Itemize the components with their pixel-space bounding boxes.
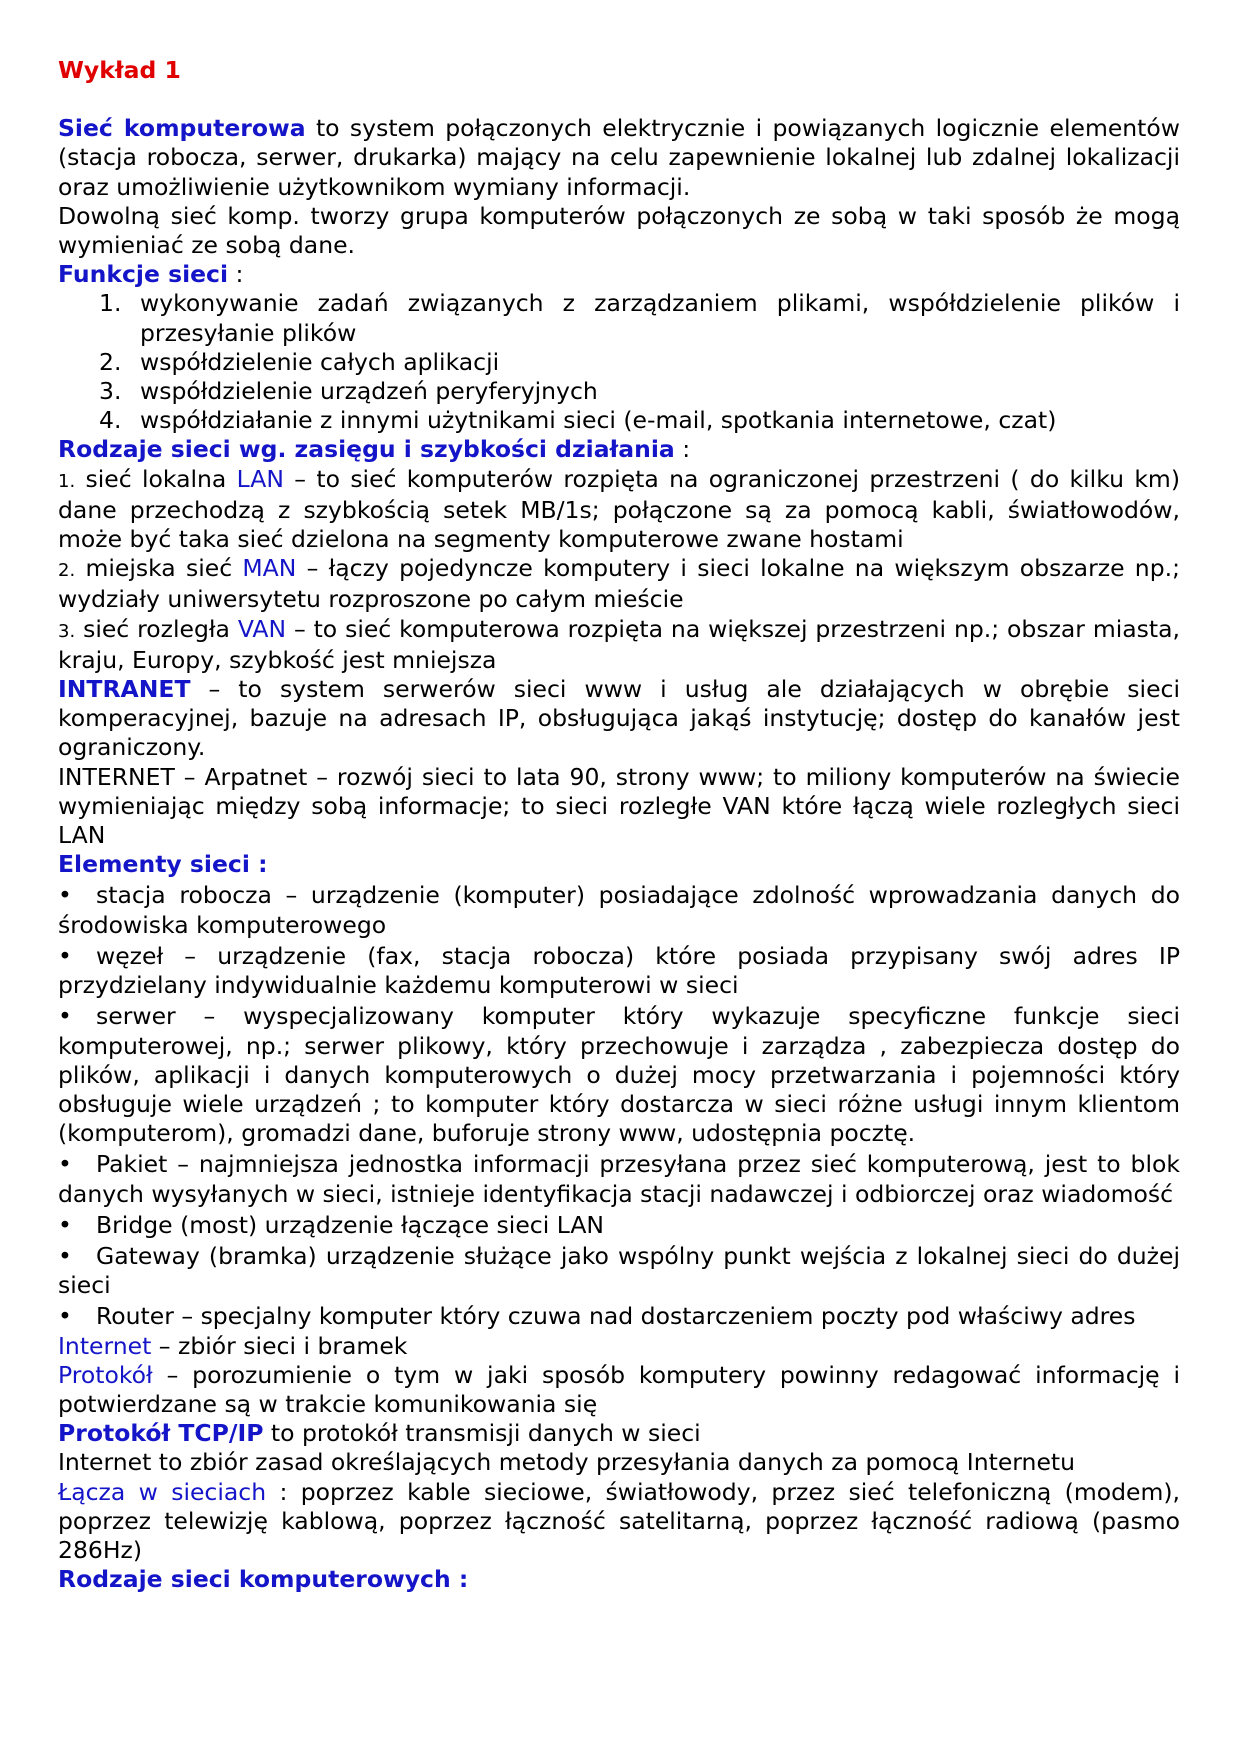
bullet-icon: •	[58, 1210, 72, 1239]
list-item	[58, 881, 1180, 939]
term-links: Łącza w sieciach	[58, 1477, 267, 1506]
section-heading-computer-network-types: Rodzaje sieci komputerowych :	[58, 1565, 469, 1594]
functions-list	[58, 289, 1180, 435]
definition-protocol	[58, 1361, 1180, 1419]
paragraph-internet-rules: Internet to zbiór zasad określających metody przesyłania danych za pomocą Internetu	[58, 1448, 1076, 1477]
definition-internet	[58, 1332, 1180, 1361]
definition-text: – zbiór sieci i bramek	[151, 1331, 408, 1360]
bullet-icon: •	[58, 1002, 72, 1031]
term-intranet: INTRANET	[58, 675, 191, 704]
bullet-icon: •	[58, 881, 72, 910]
elements-list	[58, 881, 1180, 1331]
item-text: współdziałanie z innymi użytnikami sieci (e-mail, spotkania internetowe, czat)	[140, 406, 1057, 435]
list-item	[58, 1242, 1180, 1300]
heading-suffix: :	[228, 260, 244, 289]
item-text: współdzielenie całych aplikacji	[140, 347, 500, 376]
item-number: 2.	[58, 560, 76, 582]
network-type-item-van	[58, 615, 1180, 675]
list-item	[58, 348, 1180, 377]
bullet-icon: •	[58, 941, 72, 970]
item-text: – to sieć komputerowa rozpięta na większej przestrzeni np.; obszar miasta, kraju, Europy, szybkość jest mniejsza	[58, 614, 1181, 674]
document-page	[58, 56, 1180, 1594]
term-protocol: Protokół	[58, 1360, 153, 1389]
list-item	[58, 942, 1180, 1000]
heading-suffix: :	[674, 435, 691, 464]
list-item	[58, 289, 1180, 347]
network-type-item-man	[58, 554, 1180, 614]
item-text: współdzielenie urządzeń peryferyjnych	[140, 377, 598, 406]
paragraph-links	[58, 1478, 1180, 1566]
term-network: Sieć komputerowa	[58, 114, 306, 143]
item-number: 3.	[99, 377, 122, 406]
item-text: stacja robocza – urządzenie (komputer) posiadające zdolność wprowadzania danych do środowiska komputerowego	[58, 881, 1180, 939]
item-text: węzeł – urządzenie (fax, stacja robocza) które posiada przypisany swój adres IP przydzielany indywidualnie każdemu komputerowi w sieci	[58, 941, 1180, 1000]
definition-text: : poprzez kable sieciowe, światłowody, przez sieć telefoniczną (modem), poprzez telewizję kablową, poprzez łączność satelitarną, poprzez łączność radiową (pasmo 286Hz)	[58, 1477, 1180, 1564]
definition-text: – to system serwerów sieci www i usług ale działających w obrębie sieci komperacyjnej, bazuje na adresach IP, obsługująca jakąś instytucję; dostęp do kanałów jest ograniczony.	[58, 675, 1180, 762]
item-text: – to sieć komputerów rozpięta na ograniczonej przestrzeni ( do kilku km) dane przechodzą z szybkością setek MB/1s; połączone są za pomocą kabli, światłowodów, może być taka sieć dzielona na segmenty komputerowe zwane hostami	[58, 464, 1180, 554]
definition-text: to system połączonych elektrycznie i powiązanych logicznie elementów (stacja robocza, serwer, drukarka) mający na celu zapewnienie lokalnej lub zdalnej lokalizacji oraz umożliwienie użytkownikom wymiany informacji.	[58, 114, 1180, 201]
definition-text: – porozumienie o tym w jaki sposób komputery powinny redagować informację i potwierdzane są w trakcie komunikowania się	[58, 1360, 1180, 1418]
list-item	[58, 1302, 1180, 1331]
item-text: – łączy pojedyncze komputery i sieci lokalne na większym obszarze np.; wydziały uniwersytetu rozproszone po całym mieście	[58, 554, 1180, 614]
item-number: 2.	[99, 347, 122, 376]
list-item	[58, 377, 1180, 406]
list-item	[58, 406, 1180, 435]
section-heading-functions	[58, 260, 1180, 289]
paragraph-internet: INTERNET – Arpatnet – rozwój sieci to lata 90, strony www; to miliony komputerów na świecie wymieniając między sobą informacje; to sieci rozległe VAN które łączą wiele rozległych sieci LAN	[58, 762, 1180, 850]
definition-tcpip	[58, 1419, 1180, 1448]
item-number: 1.	[99, 289, 122, 318]
abbr-van: VAN	[237, 614, 287, 643]
paragraph-network-group: Dowolną sieć komp. tworzy grupa komputerów połączonych ze sobą w taki sposób że mogą wymieniać ze sobą dane.	[58, 201, 1180, 260]
item-text: wykonywanie zadań związanych z zarządzaniem plikami, współdzielenie plików i przesyłanie plików	[140, 289, 1180, 347]
term-internet: Internet	[58, 1331, 152, 1360]
definition-text: to protokół transmisji danych w sieci	[263, 1419, 701, 1448]
bullet-icon: •	[58, 1302, 72, 1331]
list-item	[58, 1150, 1180, 1208]
item-number: 3.	[58, 620, 76, 642]
list-item	[58, 1211, 1180, 1240]
item-text: Router – specjalny komputer który czuwa nad dostarczeniem poczty pod właściwy adres	[96, 1302, 1136, 1331]
item-text: Pakiet – najmniejsza jednostka informacji przesyłana przez sieć komputerową, jest to blok danych wysyłanych w sieci, istnieje identyfikacja stacji nadawczej i odbiorczej oraz wiadomość	[58, 1150, 1180, 1208]
heading-functions-label: Funkcje sieci	[58, 260, 229, 289]
bullet-icon: •	[58, 1241, 72, 1270]
item-number: 4.	[99, 406, 122, 435]
network-type-item-lan	[58, 465, 1180, 555]
abbr-lan: LAN	[236, 464, 284, 493]
heading-network-types-label: Rodzaje sieci wg. zasięgu i szybkości działania	[58, 435, 675, 464]
page-title: Wykład 1	[58, 56, 181, 84]
section-heading-elements: Elementy sieci :	[58, 850, 268, 879]
list-item	[58, 1002, 1180, 1148]
item-prefix: miejska sieć	[75, 554, 243, 583]
bullet-icon: •	[58, 1150, 72, 1179]
item-text: Bridge (most) urządzenie łączące sieci LAN	[96, 1210, 604, 1239]
item-text: serwer – wyspecjalizowany komputer który wykazuje specyficzne funkcje sieci komputerowej, np.; serwer plikowy, który przechowuje i zarządza , zabezpiecza dostęp do plików, aplikacji i danych komputerowych o dużej mocy przetwarzania i pojemności który obsługuje wiele urządzeń ; to komputer który dostarcza w sieci różne usługi innym klientom (komputerom), gromadzi dane, buforuje strony www, udostępnia pocztę.	[58, 1002, 1180, 1148]
item-prefix: sieć rozległa	[75, 614, 238, 643]
paragraph-network-definition	[58, 114, 1180, 202]
abbr-man: MAN	[242, 554, 297, 583]
item-text: Gateway (bramka) urządzenie służące jako wspólny punkt wejścia z lokalnej sieci do dużej sieci	[58, 1241, 1180, 1300]
paragraph-intranet	[58, 675, 1180, 763]
section-heading-network-types	[58, 435, 1180, 464]
term-tcpip: Protokół TCP/IP	[58, 1419, 264, 1448]
item-prefix: sieć lokalna	[75, 464, 237, 493]
item-number: 1.	[58, 470, 76, 492]
